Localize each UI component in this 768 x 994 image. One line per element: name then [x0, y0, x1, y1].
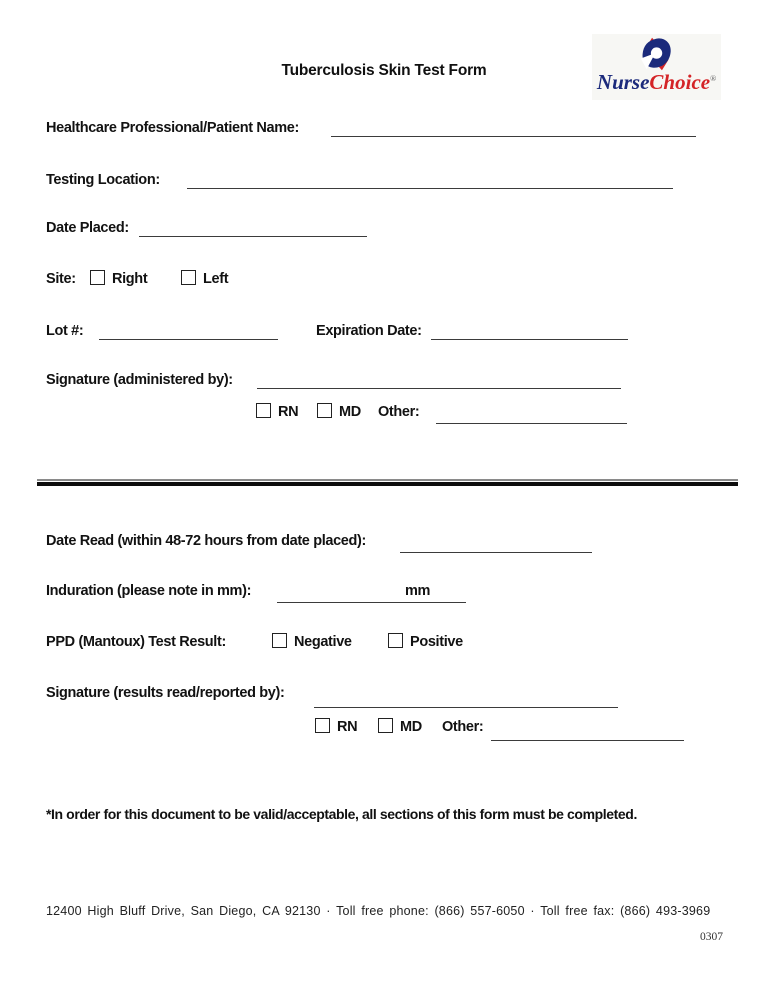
- site-right-label: Right: [112, 271, 148, 287]
- checkbox-site-left[interactable]: [181, 270, 196, 285]
- results-rn-label: RN: [337, 719, 358, 735]
- results-other-label: Other:: [442, 719, 484, 735]
- site-left-label: Left: [203, 271, 229, 287]
- result-positive-label: Positive: [410, 634, 463, 650]
- admin-rn-label: RN: [278, 404, 299, 420]
- checkbox-site-right[interactable]: [90, 270, 105, 285]
- signature-administered-label: Signature (administered by):: [46, 372, 233, 388]
- checkbox-results-md[interactable]: [378, 718, 393, 733]
- induration-label: Induration (please note in mm):: [46, 583, 252, 599]
- admin-other-label: Other:: [378, 404, 420, 420]
- date-read-label: Date Read (within 48-72 hours from date placed):: [46, 533, 366, 549]
- results-md-label: MD: [400, 719, 422, 735]
- admin-md-label: MD: [339, 404, 361, 420]
- nursechoice-logo: [592, 34, 721, 100]
- signature-results-input-line[interactable]: [314, 707, 618, 708]
- induration-input-line[interactable]: [277, 602, 466, 603]
- patient-name-input-line[interactable]: [331, 136, 696, 137]
- checkbox-result-negative[interactable]: [272, 633, 287, 648]
- admin-other-input-line[interactable]: [436, 423, 627, 424]
- section-divider: [37, 479, 738, 487]
- footer-contact-line: 12400 High Bluff Drive, San Diego, CA 92130 · Toll free phone: (866) 557-6050 · Toll free fax: (866) 493-3969: [46, 904, 711, 918]
- site-label: Site:: [46, 271, 76, 287]
- checkbox-results-rn[interactable]: [315, 718, 330, 733]
- signature-administered-input-line[interactable]: [257, 388, 621, 389]
- form-title: Tuberculosis Skin Test Form: [281, 62, 487, 79]
- lot-number-label: Lot #:: [46, 323, 84, 339]
- checkbox-admin-md[interactable]: [317, 403, 332, 418]
- lot-number-input-line[interactable]: [99, 339, 278, 340]
- registered-trademark-symbol: ®: [710, 74, 717, 83]
- form-revision-code: 0307: [700, 931, 723, 943]
- patient-name-label: Healthcare Professional/Patient Name:: [46, 120, 299, 136]
- date-placed-input-line[interactable]: [139, 236, 367, 237]
- brand-nurse-text: Nurse: [596, 70, 650, 94]
- nursechoice-emblem-icon: [638, 36, 676, 72]
- validity-note: *In order for this document to be valid/acceptable, all sections of this form must be completed.: [46, 806, 637, 822]
- results-other-input-line[interactable]: [491, 740, 684, 741]
- ppd-result-label: PPD (Mantoux) Test Result:: [46, 634, 226, 650]
- expiration-date-input-line[interactable]: [431, 339, 628, 340]
- date-placed-label: Date Placed:: [46, 220, 129, 236]
- testing-location-input-line[interactable]: [187, 188, 673, 189]
- date-read-input-line[interactable]: [400, 552, 592, 553]
- brand-choice-text: Choice: [649, 70, 711, 94]
- testing-location-label: Testing Location:: [46, 172, 160, 188]
- checkbox-result-positive[interactable]: [388, 633, 403, 648]
- result-negative-label: Negative: [294, 634, 352, 650]
- induration-unit-label: mm: [405, 583, 431, 599]
- signature-results-label: Signature (results read/reported by):: [46, 685, 285, 701]
- expiration-date-label: Expiration Date:: [316, 323, 422, 339]
- checkbox-admin-rn[interactable]: [256, 403, 271, 418]
- nursechoice-wordmark: [597, 72, 716, 93]
